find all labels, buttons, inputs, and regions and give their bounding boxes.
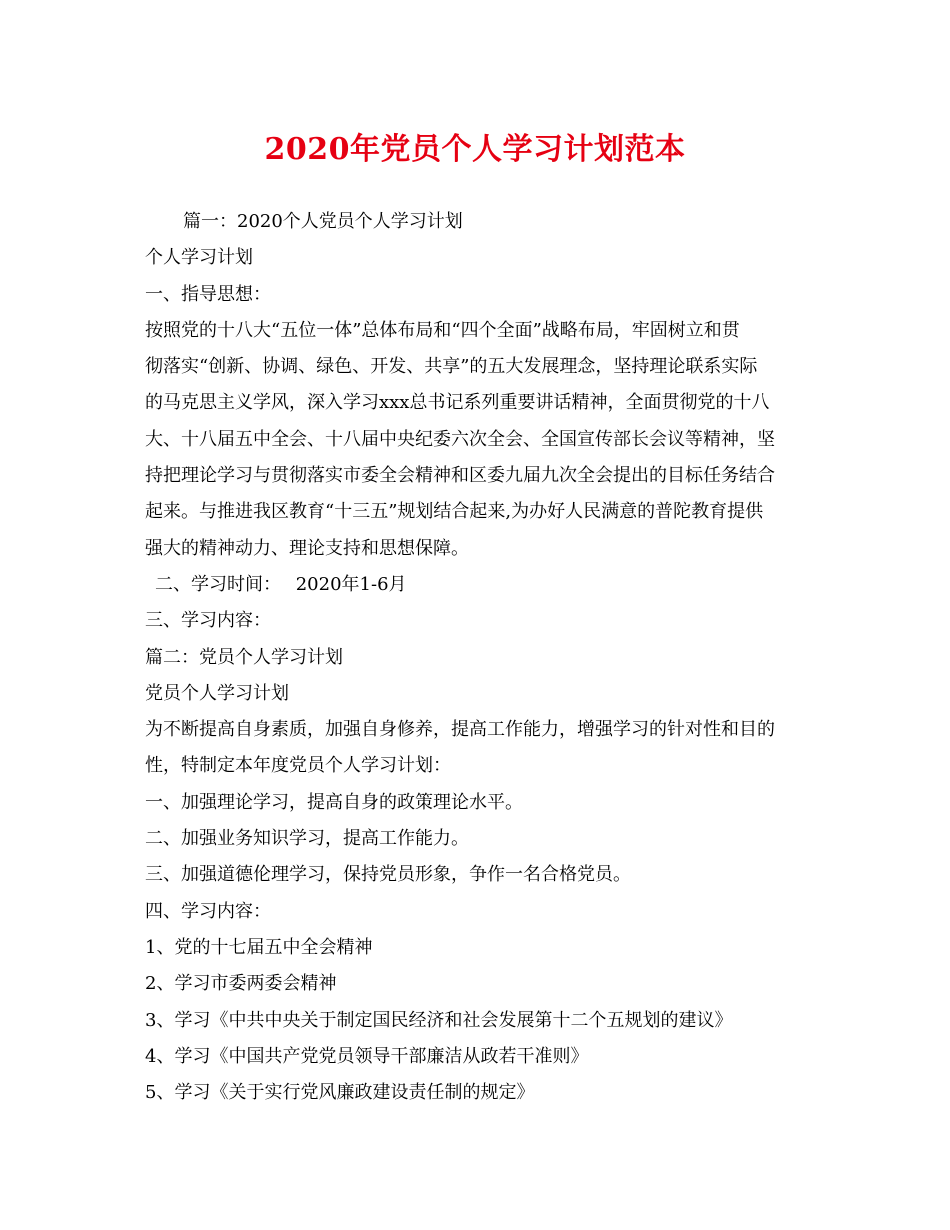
list-item: 一、加强理论学习，提高自身的政策理论水平。: [145, 791, 523, 813]
heading: 三、学习内容：: [145, 610, 271, 632]
list-item: 3、学习《中共中央关于制定国民经济和社会发展第十二个五规划的建议》: [145, 1009, 733, 1031]
section-heading-1: 篇一：2020个人党员个人学习计划: [183, 211, 463, 232]
heading: 四、学习内容：: [145, 900, 271, 922]
subtitle: 个人学习计划: [145, 247, 253, 269]
section-heading-2: 篇二：党员个人学习计划: [145, 646, 343, 668]
heading: 一、指导思想：: [145, 283, 271, 305]
paragraph-line: 彻落实“创新、协调、绿色、开发、共享”的五大发展理念，坚持理论联系实际: [145, 356, 758, 378]
paragraph-line: 起来。与推进我区教育“十三五”规划结合起来,为办好人民满意的普陀教育提供: [145, 501, 764, 523]
subtitle: 党员个人学习计划: [145, 682, 289, 704]
paragraph-line: 按照党的十八大“五位一体”总体布局和“四个全面”战略布局，牢固树立和贯: [145, 319, 740, 341]
paragraph-line: 强大的精神动力、理论支持和思想保障。: [145, 537, 469, 559]
list-item: 2、学习市委两委会精神: [145, 973, 337, 995]
list-item: 三、加强道德伦理学习，保持党员形象，争作一名合格党员。: [145, 864, 631, 886]
document-title: 2020年党员个人学习计划范本: [264, 132, 686, 167]
list-item: 二、加强业务知识学习，提高工作能力。: [145, 828, 469, 850]
list-item: 1、党的十七届五中全会精神: [145, 936, 373, 958]
paragraph-line: 的马克思主义学风，深入学习xxx总书记系列重要讲话精神，全面贯彻党的十八: [145, 392, 770, 414]
list-item: 5、学习《关于实行党风廉政建设责任制的规定》: [145, 1082, 535, 1104]
document-body: [145, 204, 813, 1111]
paragraph-line: 为不断提高自身素质，加强自身修养，提高工作能力，增强学习的针对性和目的: [145, 719, 775, 741]
list-item: 4、学习《中国共产党党员领导干部廉洁从政若干准则》: [145, 1045, 589, 1067]
paragraph-line: 性，特制定本年度党员个人学习计划：: [145, 755, 451, 777]
heading: 二、学习时间： 2020年1-6月: [155, 573, 407, 595]
paragraph-line: 持把理论学习与贯彻落实市委全会精神和区委九届九次全会提出的目标任务结合: [145, 465, 775, 487]
paragraph-line: 大、十八届五中全会、十八届中央纪委六次全会、全国宣传部长会议等精神，坚: [145, 428, 775, 450]
